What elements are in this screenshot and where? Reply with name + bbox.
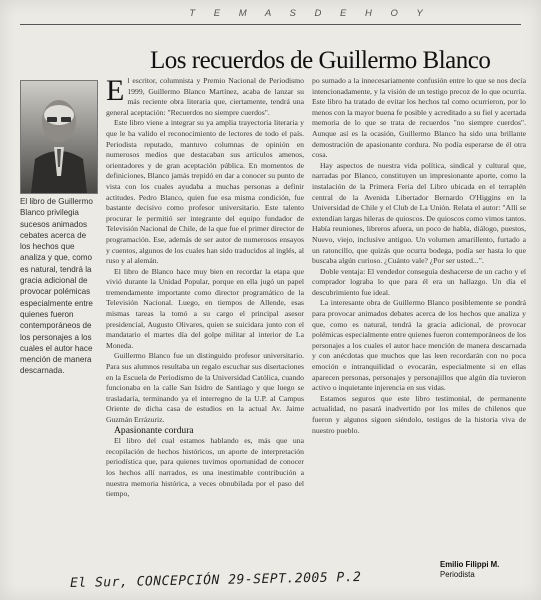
subheading: Apasionante cordura: [114, 424, 194, 436]
author-portrait-photo: [20, 80, 98, 194]
body-paragraph: El libro de Blanco hace muy bien en recordar la etapa que vivió durante la Unidad Popular, porque en ella jugó un papel tremendamente importante como director programático de la Televisión Nacional. Luego, en tiempos de Allende, esas mismas tareas la tomó a su cargo el principal asesor presidencial, Augusto Olivares, quien se suicidara junto con el mandatario el martes día del golpe militar al interior de La Moneda.: [106, 266, 304, 350]
header-rule: [20, 24, 521, 25]
drop-cap: E: [106, 74, 125, 107]
handwritten-source-note: El Sur, CONCEPCIÓN 29-SEPT.2005 P.2: [69, 569, 362, 592]
body-paragraph: El libro del cual estamos hablando es, más que una recopilación de hechos históricos, un aporte de interpretación periodística que, para quienes tuvimos oportunidad de conocer los hechos allí narrados, es una inestimable contribución a nuestra memoria histórica, a veces obnubilada por el paso del tiempo,: [106, 436, 304, 499]
author-signature: [440, 560, 530, 580]
body-paragraph: La interesante obra de Guillermo Blanco posiblemente se pondrá para provocar animados debates acerca de los hechos que analiza y que, como es natural, tendrá la gracia adicional, de provocar polémicas especialmente entre quienes fueron contemporáneos de los personajes a los cuales el autor hace mención de manera descarnada y con anécdotas que muchos que las leen recordarán con no poca emoción e intranquilidad o evocarán, especialmente si en ellas aparecen personas, personajes y personajillos que algún día tuvieron activo o inquietante injerencia en sus vidas.: [312, 298, 526, 393]
lead-text: l escritor, columnista y Premio Nacional de Periodismo 1999, Guillermo Blanco Martínez, acaba de lanzar su más reciente obra literaria que, ciertamente, tendrá una general aceptación: "Recuerdos no siempre cuerdos".: [106, 76, 304, 117]
article-headline: Los recuerdos de Guillermo Blanco: [150, 46, 491, 74]
body-paragraph: Doble ventaja: El vendedor conseguía deshacerse de un cacho y el comprador lograba lo que para él era un hallazgo. Un día el descubrimiento fue ideal.: [312, 266, 526, 297]
portrait-image: [21, 81, 97, 193]
author-name: Emilio Filippi M.: [440, 560, 500, 569]
body-paragraph: Hay aspectos de nuestra vida política, sindical y cultural que, narradas por Blanco, constituyen un impresionante aporte, como la instalación de la Primera Feria del Libro ubicada en el terraplén central de la Avenida Libertador Bernardo O'Higgins en la Universidad de Chile y el Club de La Unión. Relata el autor: "Allí se extendían largas hileras de quioscos. De quioscos como vimos tantos. Había reuniones, libreros afuera, un poco de habla, diálogo, puestos, Nuevo, viejo, inclusive antiguo. Un volumen amarillento, furtado a un ratoncillo, que quizás que ocurra bodega, podía ser hasta lo que buscaba algún curioso. ¿Cuánto vale? ¿Por ser usted...".: [312, 160, 526, 266]
author-role: Periodista: [440, 570, 475, 579]
body-paragraph: po sumado a la innecesariamente confusión entre lo que se nos decía intencionadamente, y la visión de un testigo precoz de lo que ocurría. Este libro ha tratado de evitar los hechos tal como ocurrieron, por lo menos con la mayor buena fe posible y acreditado a su fiel y acertada memoria de lo que se trata de recuerdos "no siempre cuerdos". Aunque así es la ocasión, Guillermo Blanco ha sido una brillante demostración de apasionante cordura. No podía esperarse de él otra cosa.: [312, 76, 526, 160]
body-paragraph: Guillermo Blanco fue un distinguido profesor universitario. Para sus alumnos resultaba un regalo escuchar sus disertaciones en la Escuela de Periodismo de la Universidad Católica, cuando funcionaba en la calle San Isidro de Santiago y que luego se trasladaría, terminando ya el interregno de la U.P. al Campus Oriente de dicha casa de estudios en la actual Av. Jaime Guzmán Errázuriz.: [106, 351, 304, 424]
article-column-left: [106, 76, 304, 500]
section-header: T E M A S D E H O Y: [189, 8, 431, 19]
body-paragraph: Este libro viene a integrar su ya amplia trayectoria literaria y que le ha valido el reconocimiento de lectores de todo el país. Periodista reputado, mantuvo columnas de opinión en numerosos medios que destacaban sus artículos amenos, orientadores y de gran aceptación pública. En momentos de definiciones, Blanco jamás trepidó en dar a conocer su punto de vista con los cuales ayudaba a muchas personas a definir actitudes. Pedro Blanco, quien fue esa misma condición, fue bastante decisivo como profesor universitario. Este talento procurar le permitió ser integrante del equipo fundador de Televisión Nacional de Chile, de la que fue el primer director de programación. Ese, además de ser autor de numerosos ensayos y cuentos, algunos de los cuales han sido traducidos al inglés, al ruso y al alemán.: [106, 118, 304, 266]
photo-caption: El libro de Guillermo Blanco privilegia sucesos animados cebates acerca de los hechos que analiza y que, como es natural, tendrá la gracia adicional de provocar polémicas especialmente entre quienes fueron contemporáneos de los personajes a los cuales el autor hace mención de manera descarnada.: [20, 197, 93, 376]
body-paragraph: Estamos seguros que este libro testimonial, de permanente actualidad, no pasará inadvertido por los miles de chilenos que fueron y algunos siguen siéndolo, testigos de la historia viva de nuestro pueblo.: [312, 393, 526, 435]
article-column-right: [312, 76, 526, 436]
lead-paragraph: [106, 76, 304, 118]
